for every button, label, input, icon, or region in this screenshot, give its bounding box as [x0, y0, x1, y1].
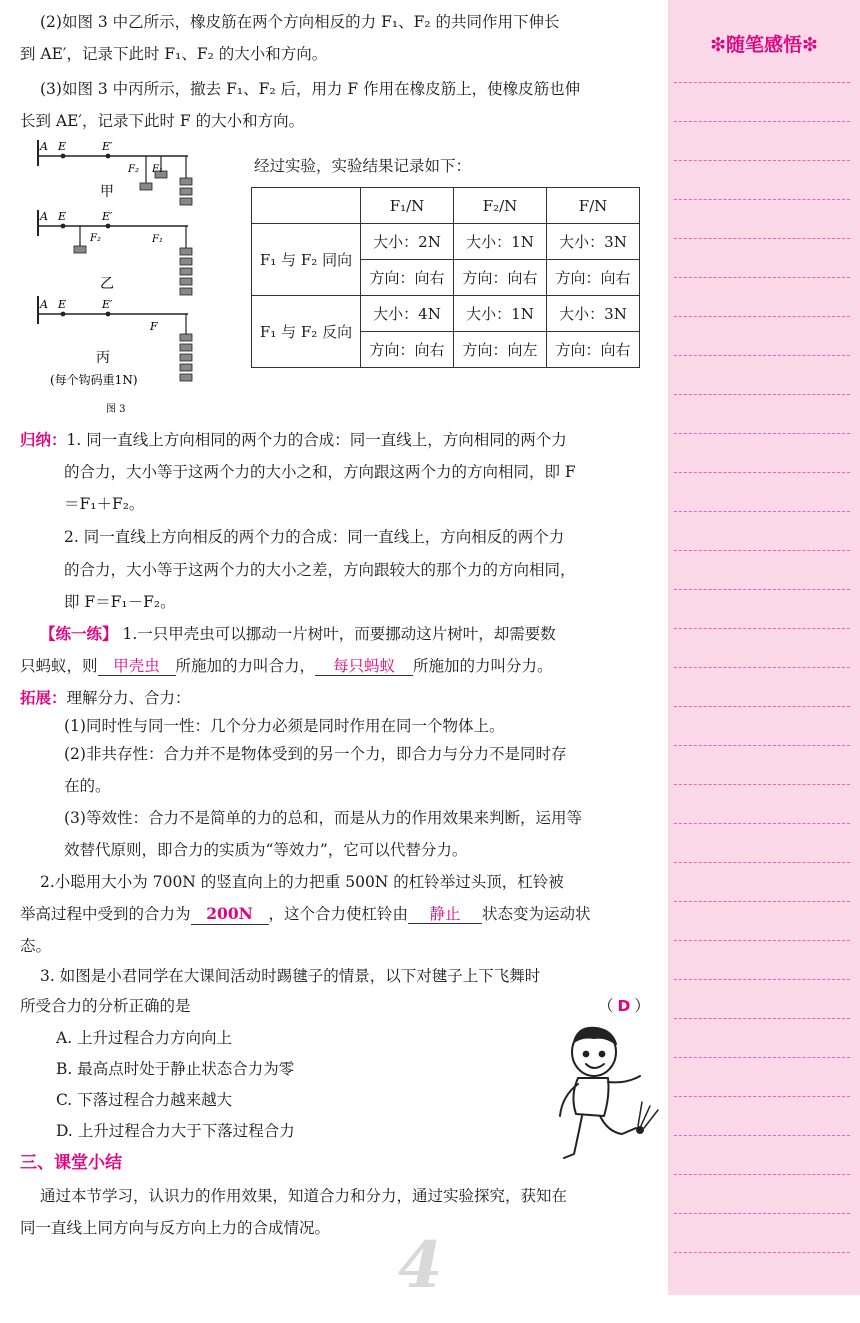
- table-cell: 大小：3N: [547, 296, 640, 332]
- label-e: E: [58, 210, 67, 223]
- q3-answer: D: [617, 997, 631, 1015]
- sidebar-rule-line: [674, 589, 850, 590]
- sidebar-rule-line: [674, 472, 850, 473]
- label-e-prime: E′: [102, 140, 113, 153]
- sidebar-rule-line: [674, 901, 850, 902]
- practice-q1-text-b: 只蚂蚁，则: [20, 657, 98, 675]
- kid-kicking-shuttlecock-illustration: [548, 1024, 664, 1172]
- summary-s2-line2: 的合力，大小等于这两个力的大小之差，方向跟较大的那个力的方向相同，: [64, 561, 576, 579]
- paren-open: （: [598, 997, 614, 1015]
- q3-option-b: B. 最高点时处于静止状态合力为零: [56, 1060, 295, 1078]
- summary-label: 归纳：: [20, 431, 67, 449]
- sidebar-rule-line: [674, 745, 850, 746]
- sidebar-rule-line: [674, 667, 850, 668]
- q2-line3: 态。: [20, 937, 52, 955]
- practice-q1-text: 1.一只甲壳虫可以挪动一片树叶，而要挪动这片树叶，却需要数: [122, 625, 556, 643]
- table-header-cell: F/N: [547, 188, 640, 224]
- sidebar-rule-line: [674, 550, 850, 551]
- label-f1-jia: F₁: [152, 164, 163, 175]
- table-cell: 方向：向右: [547, 260, 640, 296]
- sidebar-rule-line: [674, 979, 850, 980]
- para3-line2: 长到 AE′，记录下此时 F 的大小和方向。: [20, 112, 305, 130]
- table-cell: 方向：向右: [454, 260, 547, 296]
- extension-e3-line2: 效替代原则，即合力的实质为“等效力”，它可以代替分力。: [64, 841, 468, 859]
- sidebar-rule-line: [674, 238, 850, 239]
- answer-rest: 静止: [408, 905, 482, 924]
- table-header-row: [252, 188, 640, 224]
- group-label: F₁ 与 F₂ 反向: [252, 296, 361, 368]
- table-cell: 大小：1N: [454, 224, 547, 260]
- q2-line1: 2.小聪用大小为 700N 的竖直向上的力把重 500N 的杠铃举过头顶，杠铃被: [40, 873, 564, 891]
- label-a: A: [40, 298, 48, 311]
- weight-note: (每个钩码重1N): [50, 373, 138, 387]
- table-cell: 大小：1N: [454, 296, 547, 332]
- para2-line2: 到 AE′，记录下此时 F₁、F₂ 的大小和方向。: [20, 45, 328, 63]
- q3-option-a: A. 上升过程合力方向向上: [56, 1029, 233, 1047]
- q3-option-d: D. 上升过程合力大于下落过程合力: [56, 1122, 295, 1140]
- label-a: A: [40, 210, 48, 223]
- caption-yi: 乙: [100, 276, 114, 292]
- sidebar-rule-line: [674, 1057, 850, 1058]
- sidebar-rule-line: [674, 316, 850, 317]
- sidebar-rule-line: [674, 862, 850, 863]
- extension-e2-line2: 在的。: [64, 777, 111, 795]
- label-f2-jia: F₂: [128, 164, 139, 175]
- sidebar-rule-line: [674, 1096, 850, 1097]
- sidebar-title: ❇随笔感悟❇: [710, 34, 818, 56]
- figure-3-diagram: [28, 138, 228, 418]
- q3-answer-bracket: [598, 996, 650, 1016]
- practice-q1-text-c: 所施加的力叫合力，: [175, 657, 316, 675]
- summary-s2-line3: 即 F＝F₁－F₂。: [64, 593, 176, 611]
- q2-text-b: ，这个合力使杠铃由: [268, 905, 409, 923]
- figure-title: 图 3: [106, 404, 126, 415]
- practice-q1-text-d: 所施加的力叫分力。: [413, 657, 553, 675]
- label-a: A: [40, 140, 48, 153]
- table-row: [252, 296, 640, 332]
- sidebar-rule-line: [674, 82, 850, 83]
- sidebar-rule-line: [674, 823, 850, 824]
- table-cell: 方向：向右: [361, 260, 454, 296]
- sidebar-rule-line: [674, 1252, 850, 1253]
- table-cell: 大小：3N: [547, 224, 640, 260]
- sidebar-rule-line: [674, 628, 850, 629]
- sidebar-rule-line: [674, 706, 850, 707]
- sidebar-rule-line: [674, 784, 850, 785]
- notes-sidebar: [668, 0, 860, 1295]
- practice-q1-line2: [20, 656, 553, 676]
- answer-each-ant: 每只蚂蚁: [315, 657, 413, 676]
- extension-e3-line1: (3)等效性：合力不是简单的力的总和，而是从力的作用效果来判断，运用等: [64, 809, 582, 827]
- table-header-cell: [252, 188, 361, 224]
- sidebar-rule-line: [674, 940, 850, 941]
- label-e: E: [58, 298, 67, 311]
- page-number: 4: [398, 1228, 443, 1303]
- q2-text-c: 状态变为运动状: [482, 905, 591, 923]
- setup-jia: [38, 140, 192, 205]
- answer-net-force: 200N: [191, 904, 269, 925]
- paren-close: ）: [634, 997, 650, 1015]
- sidebar-rule-line: [674, 394, 850, 395]
- extension-label: 拓展：: [20, 689, 67, 707]
- sidebar-rule-line: [674, 199, 850, 200]
- label-f2-yi: F₂: [90, 233, 101, 244]
- summary-s1-line2: 的合力，大小等于这两个力的大小之和，方向跟这两个力的方向相同，即 F: [64, 463, 576, 481]
- table-row: [252, 224, 640, 260]
- sidebar-rule-line: [674, 121, 850, 122]
- caption-bing: 丙: [96, 350, 110, 366]
- sidebar-rule-line: [674, 160, 850, 161]
- sidebar-rule-line: [674, 433, 850, 434]
- q2-line2: [20, 904, 591, 925]
- table-header-cell: F₂/N: [454, 188, 547, 224]
- label-e: E: [58, 140, 67, 153]
- table-header-cell: F₁/N: [361, 188, 454, 224]
- q2-text-a: 举高过程中受到的合力为: [20, 905, 191, 923]
- extension-e2-line1: (2)非共存性：合力并不是物体受到的另一个力，即合力与分力不是同时存: [64, 745, 567, 763]
- setup-bing: [38, 296, 192, 415]
- label-e-prime: E′: [102, 210, 113, 223]
- setup-yi: [38, 210, 192, 295]
- q3-option-c: C. 下落过程合力越来越大: [56, 1091, 233, 1109]
- extension-e1: (1)同时性与同一性：几个分力必须是同时作用在同一个物体上。: [64, 717, 505, 735]
- group-label: F₁ 与 F₂ 同向: [252, 224, 361, 296]
- practice-label: 【练一练】: [40, 625, 118, 643]
- q3-line2: 所受合力的分析正确的是: [20, 997, 191, 1015]
- sidebar-rule-line: [674, 511, 850, 512]
- results-table: [251, 187, 640, 368]
- sidebar-rule-line: [674, 355, 850, 356]
- summary-s2-line1: 2. 同一直线上方向相反的两个力的合成：同一直线上，方向相反的两个力: [64, 528, 565, 546]
- sidebar-rule-line: [674, 1018, 850, 1019]
- table-cell: 方向：向右: [547, 332, 640, 368]
- extension-title: 理解分力、合力：: [66, 689, 191, 707]
- para2-line1: (2)如图 3 中乙所示，橡皮筋在两个方向相反的力 F₁、F₂ 的共同作用下伸长: [40, 13, 560, 31]
- summary-s1-line3: ＝F₁＋F₂。: [64, 495, 145, 513]
- practice-q1-line1: [40, 624, 556, 644]
- para3-line1: (3)如图 3 中丙所示，撤去 F₁、F₂ 后，用力 F 作用在橡皮筋上，使橡皮筋也伸: [40, 80, 581, 98]
- sidebar-rule-line: [674, 1174, 850, 1175]
- extension-title-line: [20, 688, 191, 708]
- label-f1-yi: F₁: [152, 234, 163, 245]
- answer-beetle: 甲壳虫: [98, 657, 176, 676]
- sidebar-rule-line: [674, 1213, 850, 1214]
- label-e-prime: E′: [102, 298, 113, 311]
- q3-line1: 3. 如图是小君同学在大课间活动时踢毽子的情景，以下对毽子上下飞舞时: [40, 967, 541, 985]
- summary-s1-text: 1. 同一直线上方向相同的两个力的合成：同一直线上，方向相同的两个力: [66, 431, 567, 449]
- table-cell: 方向：向左: [454, 332, 547, 368]
- summary-s1-line1: [20, 430, 567, 450]
- section3-title: 三、课堂小结: [20, 1153, 122, 1173]
- table-cell: 大小：2N: [361, 224, 454, 260]
- table-intro: 经过实验，实验结果记录如下：: [254, 157, 472, 175]
- label-f-bing: F: [150, 320, 158, 333]
- table-cell: 方向：向右: [361, 332, 454, 368]
- sidebar-rule-line: [674, 1135, 850, 1136]
- section3-line1: 通过本节学习，认识力的作用效果，知道合力和分力，通过实验探究，获知在: [40, 1187, 568, 1205]
- caption-jia: 甲: [100, 184, 114, 200]
- section3-line2: 同一直线上同方向与反方向上力的合成情况。: [20, 1219, 331, 1237]
- table-cell: 大小：4N: [361, 296, 454, 332]
- sidebar-rule-line: [674, 277, 850, 278]
